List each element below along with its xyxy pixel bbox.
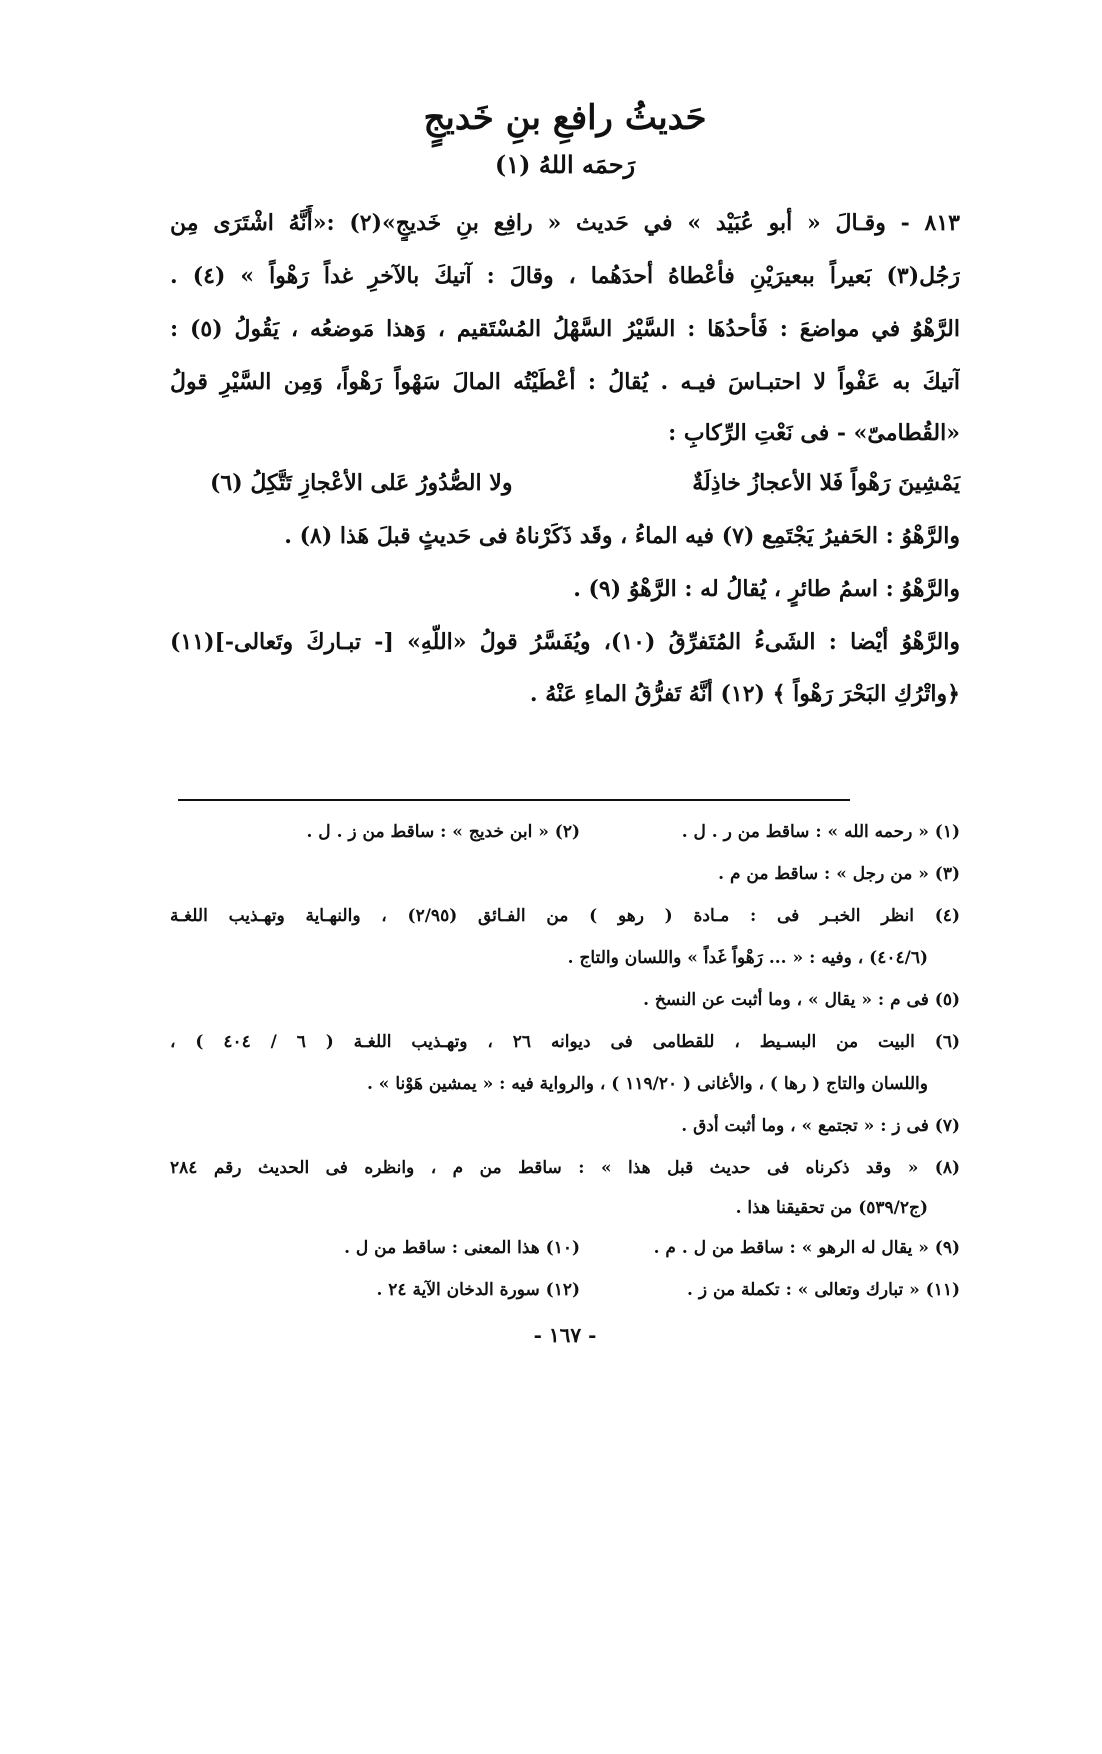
footnote-10: (١٠) هذا المعنى : ساقط من ل . [344,1238,580,1258]
footnote-4-continued: (٤٠٤/٦) ، وفيه : « ... رَهْواً غَداً » واللسان والتاج . [567,948,928,968]
footnote-8-continued: (ج٥٣٩/٢) من تحقيقنا هذا . [735,1198,928,1218]
footnote-11: (١١) « تبارك وتعالى » : تكملة من ز . [687,1280,960,1300]
body-line: والرَّهْوُ أيْضا : الشَىءُ المُتَفرِّقُ (١٠)، ويُفَسَّرُ قولُ «اللّهِ» [- تبـاركَ وتَعالى-](١١) [170,629,960,655]
page-number: - ١٦٧ - [533,1323,597,1347]
verse-second-hemistich: ولا الصُّدُورُ عَلى الأعْجازِ تَتَّكِلُ (٦) [210,470,513,496]
footnote-divider [178,799,850,801]
footnote-row [170,1275,960,1305]
footnote-2: (٢) « ابن خديج » : ساقط من ز . ل . [306,822,580,842]
body-line: ٨١٣ - وقـالَ « أبو عُبَيْد » في حَديث « رافِع بنِ خَديجٍ»(٢) :«أَنَّهُ اشْتَرَى مِن [170,210,960,236]
footnote-5: (٥) فى م : « يقال » ، وما أثبت عن النسخ . [643,990,960,1010]
body-line: آتيكَ به عَفْواً لا احتبـاسَ فيـه . يُقالُ : أعْطَيْتُه المالَ سَهْواً رَهْواً، وَمِن السَّيْرِ قولُ [170,369,960,395]
footnote-3: (٣) « من رجل » : ساقط من م . [718,864,960,884]
footnote-4: (٤) انظر الخبـر فى : مـادة ( رهو ) من الفـائق (٢/٩٥) ، والنهـاية وتهـذيب اللغـة [170,906,960,926]
footnote-6-continued: واللسان والتاج ( رها ) ، والأغانى ( ١١٩/٢٠ ) ، والرواية فيه : « يمشين هَوْنا » . [366,1074,928,1094]
body-line: «القُطامىّ» - فى نَعْتِ الرِّكابِ : [668,420,960,446]
footnote-1: (١) « رحمه الله » : ساقط من ر . ل . [681,822,960,842]
body-line: ﴿واتْرُكِ البَحْرَ رَهْواً ﴾ (١٢) أنَّهُ تَفرُّقُ الماءِ عَنْهُ . [529,681,960,707]
body-line: والرَّهْوُ : اسمُ طائرٍ ، يُقالُ له : الرَّهْوُ (٩) . [573,576,960,602]
footnote-6: (٦) البيت من البسـيط ، للقطامى فى ديوانه ٢٦ ، وتهـذيب اللغـة ( ٦ / ٤٠٤ ) ، [170,1032,960,1052]
page-subtitle: رَحمَه اللهُ (١) [494,150,636,179]
footnote-12: (١٢) سورة الدخان الآية ٢٤ . [376,1280,580,1300]
body-line: الرَّهْوُ في مواضعَ : فَأحدُهَا : السَّيْرُ السَّهْلُ المُسْتَقيم ، وَهذا مَوضعُه ، يَقُولُ (٥) : [170,316,960,342]
poetry-verse [170,465,960,501]
body-line: رَجُل(٣) بَعيراً ببعيرَيْنِ فأعْطاهُ أحدَهُما ، وقالَ : آتيكَ بالآخرِ غداً رَهْواً » (٤) . [170,263,960,289]
footnote-row [170,817,960,847]
footnote-row [170,1233,960,1263]
body-line: والرَّهْوُ : الحَفيرُ يَجْتَمِع (٧) فيه الماءُ ، وقَد ذَكَرْناهُ فى حَديثٍ قبلَ هَذا (٨) . [284,523,960,549]
verse-first-hemistich: يَمْشِينَ رَهْواً فَلا الأعجازُ خاذِلَةٌ [692,470,960,496]
footnote-8: (٨) « وقد ذكرناه فى حديث قبل هذا » : ساقط من م ، وانظره فى الحديث رقم ٢٨٤ [170,1158,960,1178]
footnote-7: (٧) فى ز : « تجتمع » ، وما أثبت أدق . [681,1116,960,1136]
page-title: حَديثُ رافعِ بنِ خَديجٍ [423,98,707,138]
footnote-9: (٩) « يقال له الرهو » : ساقط من ل . م . [653,1238,960,1258]
